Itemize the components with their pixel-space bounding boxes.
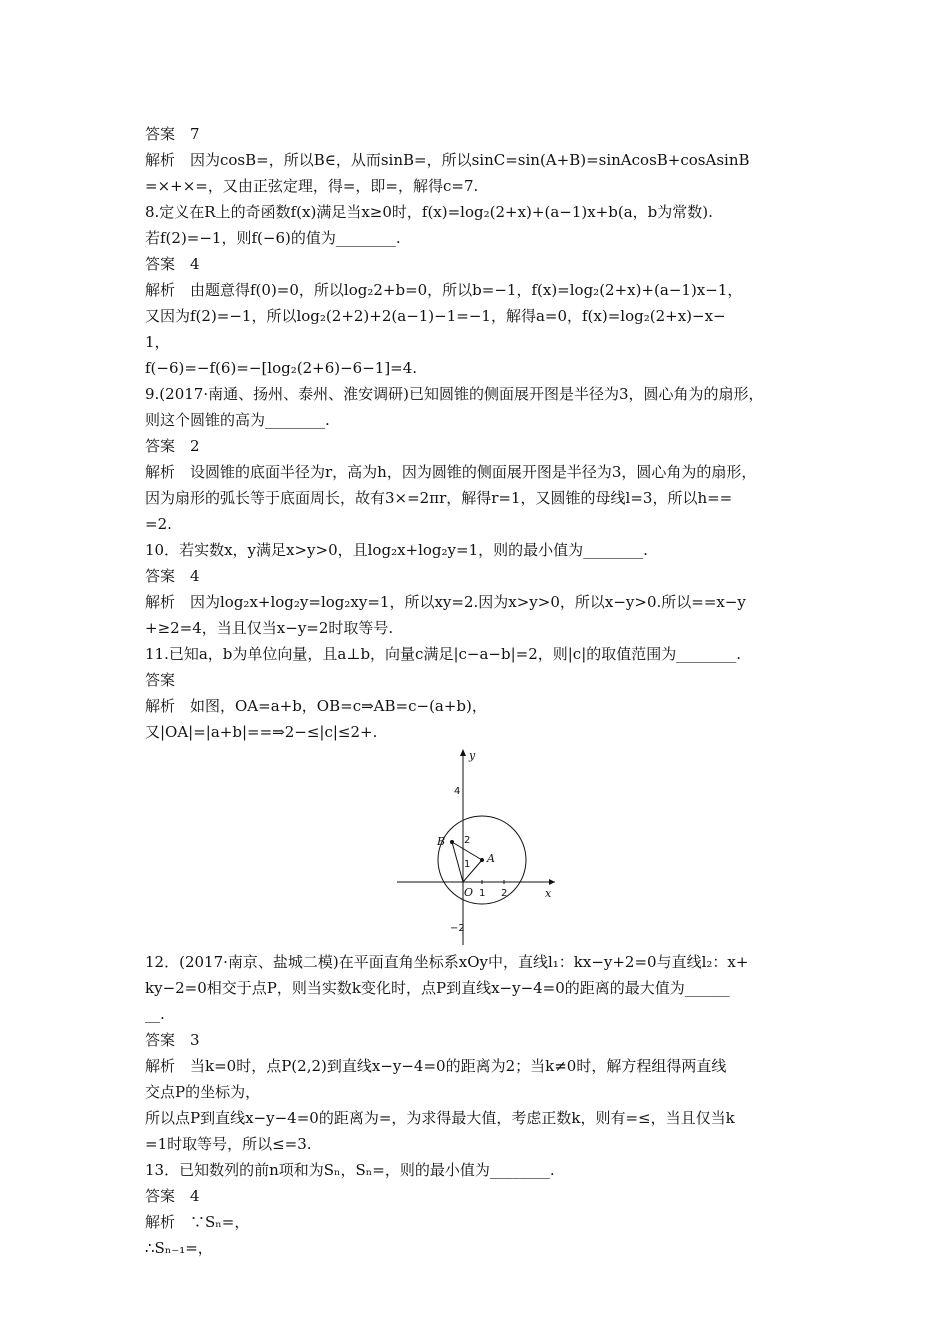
tick-label-y-neg2: −2 [450, 923, 465, 934]
tick-label-x-2: 2 [501, 888, 508, 899]
y-axis-arrow [460, 749, 466, 756]
point-a-dot [480, 858, 484, 862]
question-10: 10．若实数x，y满足x>y>0，且log₂x+log₂y=1，则的最小值为________. [145, 541, 648, 559]
document-content [145, 121, 810, 1261]
analysis-12-line-4: =1时取等号，所以≤=3. [145, 1135, 312, 1153]
question-12-line-3: __. [145, 1005, 165, 1023]
analysis-9-line-1: 解析 设圆锥的底面半径为r，高为h，因为圆锥的侧面展开图是半径为3，圆心角为的扇形， [145, 463, 757, 481]
question-8-line-2: 若f(2)=−1，则f(−6)的值为________. [145, 229, 401, 247]
tick-label-y-2: 2 [464, 835, 471, 846]
answer-11: 答案 [145, 671, 176, 689]
tick-label-y-1: 1 [464, 859, 471, 870]
analysis-9-line-3: =2. [145, 515, 172, 533]
tick-label-y-4: 4 [454, 786, 461, 797]
analysis-13-line-2: ∴Sₙ₋₁=， [145, 1239, 213, 1257]
point-b-label: B [437, 835, 446, 848]
analysis-8-line-3: 1， [145, 333, 170, 351]
question-13: 13．已知数列的前n项和为Sₙ，Sₙ=，则的最小值为________. [145, 1161, 555, 1179]
vector-figure [145, 747, 810, 947]
answer-8: 答案 4 [145, 255, 200, 273]
point-a-label: A [487, 852, 495, 865]
answer-12: 答案 3 [145, 1031, 200, 1049]
analysis-8-line-1: 解析 由题意得f(0)=0，所以log₂2+b=0，所以b=−1，f(x)=log₂(2+x)+(a−1)x−1， [145, 281, 743, 299]
question-12-line-2: ky−2=0相交于点P，则当实数k变化时，点P到直线x−y−4=0的距离的最大值为______ [145, 979, 730, 997]
analysis-8-line-4: f(−6)=−f(6)=−[log₂(2+6)−6−1]=4. [145, 359, 418, 377]
answer-13: 答案 4 [145, 1187, 200, 1205]
analysis-12-line-3: 所以点P到直线x−y−4=0的距离为=，为求得最大值，考虑正数k，则有=≤，当且仅当k [145, 1109, 735, 1127]
analysis-12-line-1: 解析 当k=0时，点P(2,2)到直线x−y−4=0的距离为2；当k≠0时，解方程组得两直线 [145, 1057, 727, 1075]
origin-label: O [464, 886, 474, 899]
y-axis-label: y [469, 749, 476, 762]
analysis-10-line-1: 解析 因为log₂x+log₂y=log₂xy=1，所以xy=2.因为x>y>0，所以x−y>0.所以==x−y [145, 593, 746, 611]
analysis-11-line-2: 又|OA|=|a+b|==⇒2−≤|c|≤2+. [145, 723, 378, 741]
analysis-7-line-2: =×+×=，又由正弦定理，得=，即=，解得c=7. [145, 177, 479, 195]
question-9-line-2: 则这个圆锥的高为________. [145, 411, 330, 429]
analysis-13-line-1: 解析 ∵Sₙ=， [145, 1213, 250, 1231]
answer-10: 答案 4 [145, 567, 200, 585]
point-b-dot [450, 840, 454, 844]
analysis-10-line-2: +≥2=4，当且仅当x−y=2时取等号. [145, 619, 394, 637]
analysis-8-line-2: 又因为f(2)=−1，所以log₂(2+2)+2(a−1)−1=−1，解得a=0，f(x)=log₂(2+x)−x− [145, 307, 726, 325]
question-11: 11.已知a，b为单位向量，且a⊥b，向量c满足|c−a−b|=2，则|c|的取值范围为________. [145, 645, 742, 663]
tick-label-x-1: 1 [479, 888, 486, 899]
answer-9: 答案 2 [145, 437, 200, 455]
analysis-12-line-2: 交点P的坐标为， [145, 1083, 261, 1101]
question-9-line-1: 9.(2017·南通、扬州、泰州、淮安调研)已知圆锥的侧面展开图是半径为3，圆心角为的扇形， [145, 385, 764, 403]
analysis-7-line-1: 解析 因为cosB=，所以B∈，从而sinB=，所以sinC=sin(A+B)=sinAcosB+cosAsinB [145, 151, 750, 169]
coordinate-diagram [397, 747, 557, 947]
x-axis-label: x [545, 887, 552, 900]
x-axis-arrow [549, 879, 555, 885]
question-8-line-1: 8.定义在R上的奇函数f(x)满足当x≥0时，f(x)=log₂(2+x)+(a−1)x+b(a，b为常数). [145, 203, 713, 221]
analysis-11-line-1: 解析 如图，OA=a+b，OB=c⇒AB=c−(a+b)， [145, 697, 487, 715]
answer-7: 答案 7 [145, 125, 200, 143]
question-12-line-1: 12．(2017·南京、盐城二模)在平面直角坐标系xOy中，直线l₁：kx−y+2=0与直线l₂：x+ [145, 953, 749, 971]
analysis-9-line-2: 因为扇形的弧长等于底面周长，故有3×=2πr，解得r=1，又圆锥的母线l=3，所以h== [145, 489, 733, 507]
